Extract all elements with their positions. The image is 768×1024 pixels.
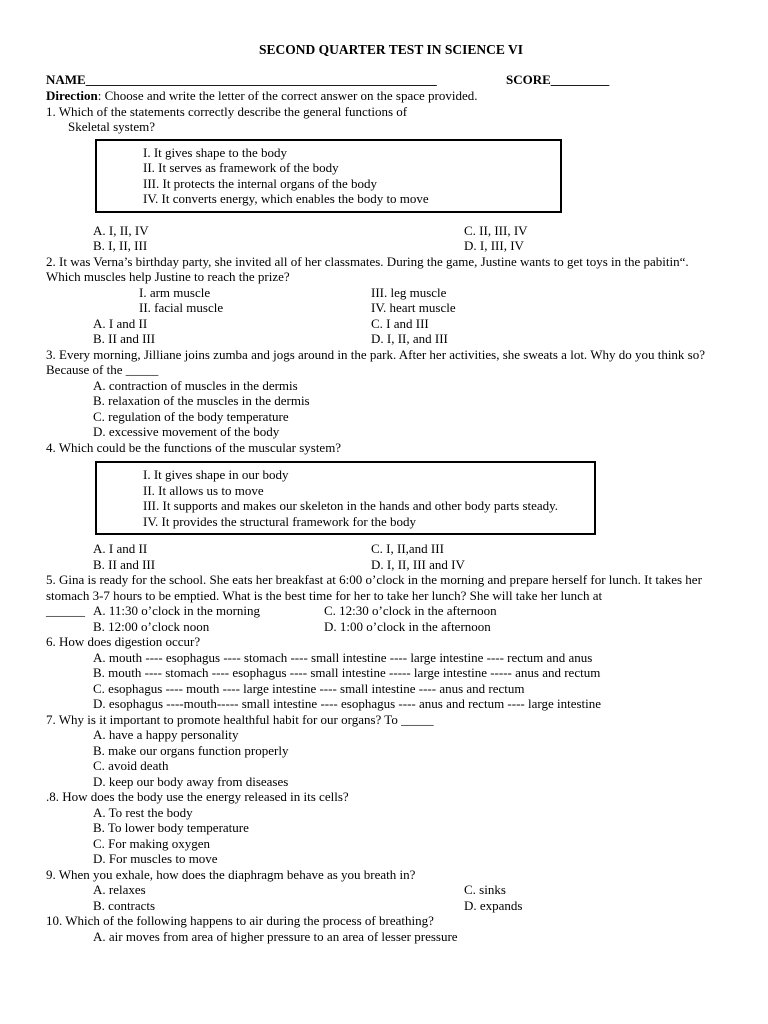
choice-c: C. regulation of the body temperature [93,408,289,424]
choice-b: B. II and III [93,556,156,572]
statement: IV. It provides the structural framework for the body [143,513,417,529]
question-8 [46,789,716,867]
choice-row [46,882,716,898]
page-title: SECOND QUARTER TEST IN SCIENCE VI [259,42,523,57]
question-3-stem: 3. Every morning, Jilliane joins zumba and jogs around in the park. After her activities, she sweats a lot. Why do you think so? Because of the _____ [46,346,706,377]
statement: II. It serves as framework of the body [143,160,339,175]
choice-d: D. For muscles to move [93,851,218,866]
choice-c: C. For making oxygen [93,835,210,851]
choice-d: D. I, II, and III [371,331,448,346]
statement-i: I. arm muscle [139,284,211,300]
choice-a: A. have a happy personality [93,727,239,742]
choice-b: B. make our organs function properly [93,742,289,758]
choice-a: A. mouth ---- esophagus ---- stomach ---- small intestine ---- large intestine ---- rectum and anus [93,649,593,665]
choice-a: A. I, II, IV [93,222,149,238]
statement: III. It protects the internal organs of the body [143,175,378,191]
choice-b: B. II and III [93,331,156,346]
choice-b: B. contracts [93,897,156,913]
choice-d: D. esophagus ----mouth----- small intestine ---- esophagus ---- anus and rectum ---- large intestine [93,696,602,711]
choice-a: A. 11:30 o’clock in the morning [93,603,261,618]
choice-b: B. 12:00 o’clock noon [93,618,210,634]
choice-b: B. relaxation of the muscles in the dermis [93,393,310,408]
choice-row [46,898,716,914]
choice-row [46,223,716,239]
question-9-stem: 9. When you exhale, how does the diaphragm behave as you breath in? [46,866,416,882]
question-1 [46,104,716,254]
choice-d: D. 1:00 o’clock in the afternoon [324,618,491,634]
statement: III. It supports and makes our skeleton in the hands and other body parts steady. [143,498,559,513]
choice-c: C. sinks [464,882,506,897]
choice-row [46,619,716,635]
choice-a: A. relaxes [93,882,146,897]
choice-d: D. I, II, III and IV [371,556,465,572]
choice-row [46,331,716,347]
choice-d: D. excessive movement of the body [93,424,280,439]
question-2 [46,254,716,347]
choice-c: C. esophagus ---- mouth ---- large intestine ---- small intestine ---- anus and rectum [93,680,525,696]
directions [46,88,716,104]
question-3 [46,347,716,440]
statement-iv: IV. heart muscle [371,300,456,315]
question-5 [46,572,716,634]
statement: I. It gives shape to the body [143,144,288,160]
question-1-stem: 1. Which of the statements correctly describe the general functions of [46,103,408,119]
choice-d: D. I, III, IV [464,238,524,253]
question-7 [46,712,716,790]
direction-label: Direction [46,88,98,103]
statement: I. It gives shape in our body [143,467,289,482]
choice-b: B. To lower body temperature [93,820,249,835]
question-10-stem: 10. Which of the following happens to air during the process of breathing? [46,913,434,928]
header-fields [46,72,716,88]
choice-a: A. To rest the body [93,804,193,820]
choice-d: D. expands [464,897,523,913]
choice-row [46,316,716,332]
question-2-stem: 2. It was Verna’s birthday party, she invited all of her classmates. During the game, Justine wants to get toys in the pabitin“. Which muscles help Justine to reach the prize? [46,253,689,284]
statement-iii: III. leg muscle [371,284,447,300]
choice-a: A. I and II [93,315,148,331]
choice-a: A. air moves from area of higher pressure to an area of lesser pressure [93,928,458,944]
choice-c: C. I, II,and III [371,541,444,556]
statement-row [46,285,716,301]
choice-row [46,557,716,573]
statement: II. It allows us to move [143,482,264,498]
choice-row [46,603,716,619]
score-field: SCORE_________ [506,72,610,87]
question-4-statement-box [95,461,596,535]
choice-d: D. keep our body away from diseases [93,773,289,789]
question-10 [46,913,716,944]
choice-b: B. mouth ---- stomach ---- esophagus ---- small intestine ----- large intestine ----- anus and rectum [93,665,601,680]
choice-b: B. I, II, III [93,238,148,253]
choice-c: C. 12:30 o’clock in the afternoon [324,603,497,618]
statement-ii: II. facial muscle [139,300,224,315]
question-9 [46,867,716,914]
question-1-statement-box [95,139,562,213]
answer-blank: ______ [46,603,85,618]
choice-c: C. avoid death [93,758,169,773]
name-field: NAME______________________________________________________ [46,72,437,87]
question-7-stem: 7. Why is it important to promote healthful habit for our organs? To _____ [46,711,434,727]
question-6 [46,634,716,712]
direction-text: : Choose and write the letter of the correct answer on the space provided. [97,88,478,103]
statement-row [46,300,716,316]
choice-row [46,238,716,254]
choice-a: A. I and II [93,541,148,556]
choice-a: A. contraction of muscles in the dermis [93,377,298,393]
question-1-stem-cont: Skeletal system? [68,119,156,134]
choice-c: C. I and III [371,315,429,331]
question-4 [46,440,716,573]
question-4-stem: 4. Which could be the functions of the muscular system? [46,439,342,455]
statement: IV. It converts energy, which enables the body to move [143,191,429,206]
choice-c: C. II, III, IV [464,222,528,238]
question-8-stem: .8. How does the body use the energy released in its cells? [46,789,349,804]
question-6-stem: 6. How does digestion occur? [46,634,201,649]
test-page [46,42,716,944]
choice-row [46,541,716,557]
question-5-stem: 5. Gina is ready for the school. She eats her breakfast at 6:00 o’clock in the morning and prepare herself for lunch. It takes her stomach 3-7 hours to be emptied. What is the best time for her to take her lunch? She will take her lunch at [46,572,702,603]
